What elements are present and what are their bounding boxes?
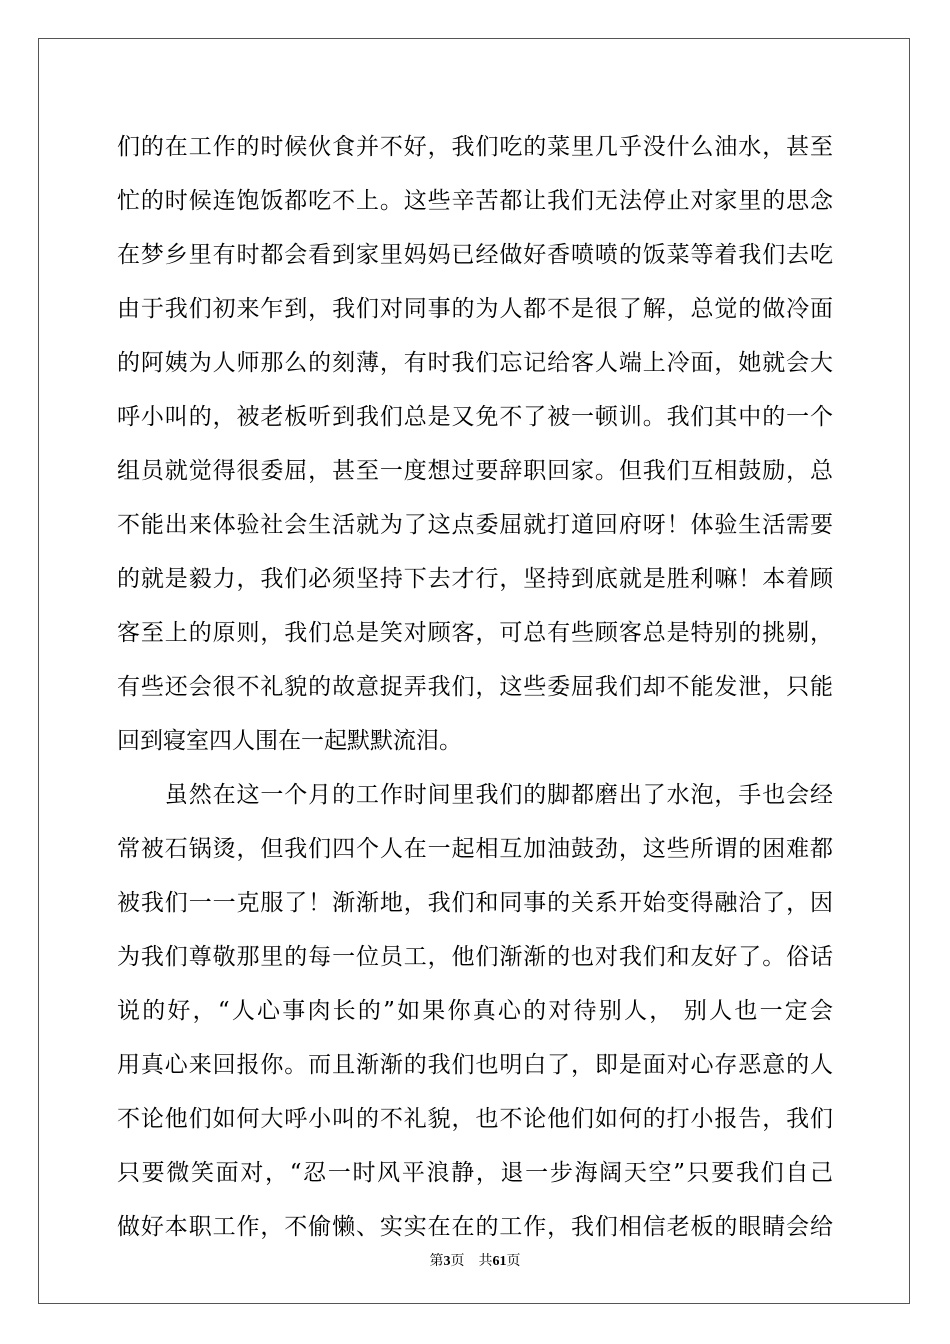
text-line: 的阿姨为人师那么的刻薄，有时我们忘记给客人端上冷面，她就会大 (117, 350, 833, 376)
total-pages: 61 (492, 1254, 507, 1269)
text-line: 在梦乡里有时都会看到家里妈妈已经做好香喷喷的饭菜等着我们去吃 (117, 242, 833, 268)
document-body (117, 127, 833, 1261)
page-footer (0, 1253, 950, 1271)
text-line: 们的在工作的时候伙食并不好，我们吃的菜里几乎没什么油水，甚至 (117, 134, 833, 160)
text-line: 只要微笑面对，“忍一时风平浪静，退一步海阔天空”只要我们自己 (117, 1160, 833, 1186)
text-line: 做好本职工作，不偷懒、实实在在的工作，我们相信老板的眼睛会给 (117, 1214, 833, 1240)
text-line: 有些还会很不礼貌的故意捉弄我们，这些委屈我们却不能发泄，只能 (117, 674, 833, 700)
text-line: 的就是毅力，我们必须坚持下去才行，坚持到底就是胜利嘛！本着顾 (117, 566, 833, 592)
page-suffix: 页 (450, 1254, 465, 1269)
page-number: 3 (443, 1254, 451, 1269)
text-line: 由于我们初来乍到，我们对同事的为人都不是很了解，总觉的做冷面 (117, 296, 833, 322)
text-line: 说的好，“人心事肉长的”如果你真心的对待别人， 别人也一定会 (117, 998, 833, 1024)
page-prefix: 第 (429, 1254, 444, 1269)
text-line: 常被石锅烫，但我们四个人在一起相互加油鼓劲，这些所谓的困难都 (117, 836, 833, 862)
text-line: 用真心来回报你。而且渐渐的我们也明白了，即是面对心存恶意的人 (117, 1052, 833, 1078)
text-line: 客至上的原则，我们总是笑对顾客，可总有些顾客总是特别的挑剔， (117, 620, 833, 646)
text-line: 为我们尊敬那里的每一位员工，他们渐渐的也对我们和友好了。俗话 (117, 944, 833, 970)
text-line: 忙的时候连饱饭都吃不上。这些辛苦都让我们无法停止对家里的思念 (117, 188, 833, 214)
text-line: 被我们一一克服了！渐渐地，我们和同事的关系开始变得融洽了，因 (117, 890, 833, 916)
text-line: 呼小叫的，被老板听到我们总是又免不了被一顿训。我们其中的一个 (117, 404, 833, 430)
total-prefix: 共 (478, 1254, 493, 1269)
text-line: 组员就觉得很委屈，甚至一度想过要辞职回家。但我们互相鼓励，总 (117, 458, 833, 484)
text-line: 回到寝室四人围在一起默默流泪。 (117, 728, 462, 754)
text-line: 不能出来体验社会生活就为了这点委屈就打道回府呀！体验生活需要 (117, 512, 833, 538)
text-line: 虽然在这一个月的工作时间里我们的脚都磨出了水泡，手也会经 (117, 782, 833, 808)
total-suffix: 页 (506, 1254, 521, 1269)
text-line: 不论他们如何大呼小叫的不礼貌，也不论他们如何的打小报告，我们 (117, 1106, 833, 1132)
